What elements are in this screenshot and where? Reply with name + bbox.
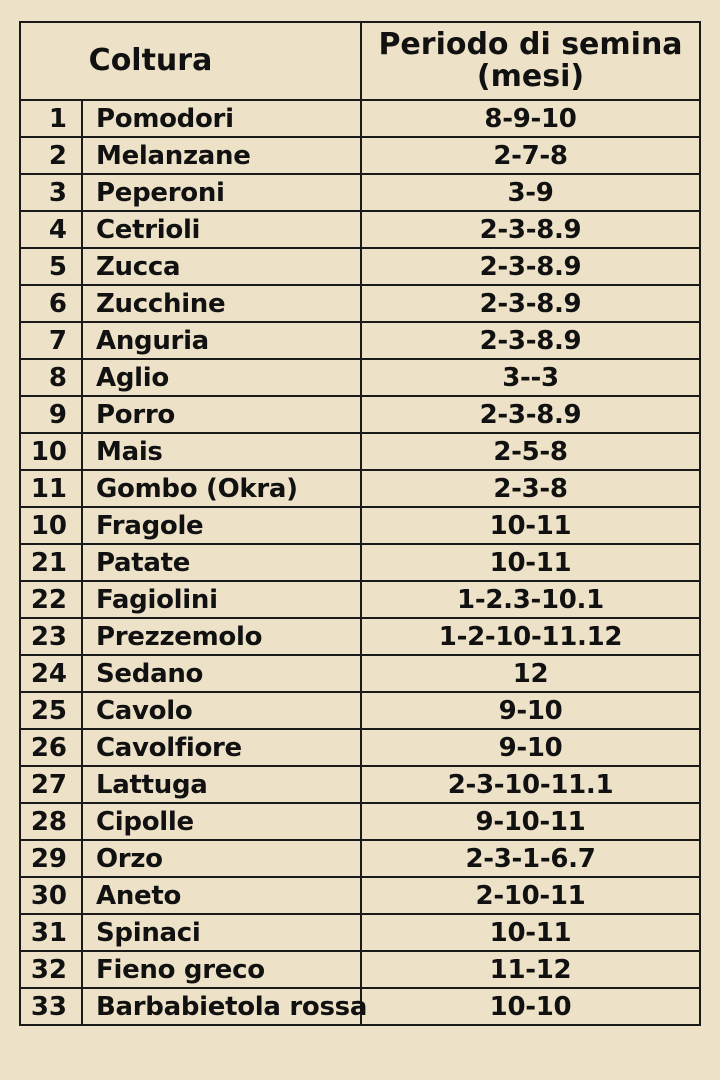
crop-name: Pomodori — [82, 100, 361, 137]
table-row — [20, 507, 700, 544]
table-row — [20, 581, 700, 618]
row-number: 7 — [20, 322, 82, 359]
crop-name: Peperoni — [82, 174, 361, 211]
table-row — [20, 433, 700, 470]
sowing-table — [19, 21, 701, 1026]
sowing-period: 2-3-8 — [361, 470, 700, 507]
table-row — [20, 544, 700, 581]
table-row — [20, 840, 700, 877]
table-row — [20, 988, 700, 1025]
sowing-period: 8-9-10 — [361, 100, 700, 137]
row-number: 8 — [20, 359, 82, 396]
row-number: 21 — [20, 544, 82, 581]
crop-name: Cavolo — [82, 692, 361, 729]
sowing-period: 9-10 — [361, 729, 700, 766]
row-number: 5 — [20, 248, 82, 285]
sowing-period: 2-3-8.9 — [361, 322, 700, 359]
crop-name: Patate — [82, 544, 361, 581]
row-number: 27 — [20, 766, 82, 803]
header-period-line1: Periodo di semina — [378, 27, 683, 62]
crop-name: Cipolle — [82, 803, 361, 840]
table-row — [20, 211, 700, 248]
crop-name: Zucca — [82, 248, 361, 285]
sowing-period: 12 — [361, 655, 700, 692]
table-row — [20, 322, 700, 359]
table-row — [20, 359, 700, 396]
row-number: 6 — [20, 285, 82, 322]
table-row — [20, 655, 700, 692]
row-number: 22 — [20, 581, 82, 618]
table-row — [20, 803, 700, 840]
table-row — [20, 951, 700, 988]
sowing-period: 2-10-11 — [361, 877, 700, 914]
crop-name: Fragole — [82, 507, 361, 544]
crop-name: Gombo (Okra) — [82, 470, 361, 507]
sowing-period: 10-10 — [361, 988, 700, 1025]
sowing-period: 2-3-8.9 — [361, 211, 700, 248]
crop-name: Fieno greco — [82, 951, 361, 988]
row-number: 10 — [20, 433, 82, 470]
row-number: 28 — [20, 803, 82, 840]
row-number: 31 — [20, 914, 82, 951]
row-number: 4 — [20, 211, 82, 248]
crop-name: Spinaci — [82, 914, 361, 951]
crop-name: Lattuga — [82, 766, 361, 803]
row-number: 33 — [20, 988, 82, 1025]
crop-name: Porro — [82, 396, 361, 433]
sowing-period: 3-9 — [361, 174, 700, 211]
table-row — [20, 137, 700, 174]
crop-name: Fagiolini — [82, 581, 361, 618]
table-row — [20, 766, 700, 803]
table-row — [20, 100, 700, 137]
header-period-line2: (mesi) — [476, 59, 585, 94]
sowing-period: 2-3-8.9 — [361, 285, 700, 322]
crop-name: Barbabietola rossa — [82, 988, 361, 1025]
sowing-period: 2-3-8.9 — [361, 248, 700, 285]
table-row — [20, 692, 700, 729]
sowing-period: 2-3-10-11.1 — [361, 766, 700, 803]
table-row — [20, 729, 700, 766]
crop-name: Anguria — [82, 322, 361, 359]
sowing-period: 11-12 — [361, 951, 700, 988]
sowing-period: 1-2.3-10.1 — [361, 581, 700, 618]
crop-name: Aneto — [82, 877, 361, 914]
sowing-period: 2-7-8 — [361, 137, 700, 174]
sowing-period: 10-11 — [361, 507, 700, 544]
row-number: 11 — [20, 470, 82, 507]
crop-name: Melanzane — [82, 137, 361, 174]
table-row — [20, 174, 700, 211]
sowing-period: 10-11 — [361, 914, 700, 951]
sowing-table-container — [19, 21, 699, 1026]
row-number: 23 — [20, 618, 82, 655]
row-number: 3 — [20, 174, 82, 211]
crop-name: Sedano — [82, 655, 361, 692]
header-crop: Coltura — [20, 22, 361, 100]
row-number: 9 — [20, 396, 82, 433]
row-number: 10 — [20, 507, 82, 544]
row-number: 25 — [20, 692, 82, 729]
sowing-period: 1-2-10-11.12 — [361, 618, 700, 655]
table-row — [20, 914, 700, 951]
sowing-period: 2-3-1-6.7 — [361, 840, 700, 877]
sowing-period: 9-10 — [361, 692, 700, 729]
table-header-row — [20, 22, 700, 100]
crop-name: Aglio — [82, 359, 361, 396]
table-row — [20, 877, 700, 914]
table-row — [20, 618, 700, 655]
crop-name: Cetrioli — [82, 211, 361, 248]
crop-name: Zucchine — [82, 285, 361, 322]
sowing-period: 2-5-8 — [361, 433, 700, 470]
row-number: 30 — [20, 877, 82, 914]
row-number: 29 — [20, 840, 82, 877]
sowing-period: 9-10-11 — [361, 803, 700, 840]
table-row — [20, 396, 700, 433]
crop-name: Prezzemolo — [82, 618, 361, 655]
table-row — [20, 248, 700, 285]
crop-name: Orzo — [82, 840, 361, 877]
row-number: 32 — [20, 951, 82, 988]
sowing-period: 10-11 — [361, 544, 700, 581]
table-row — [20, 285, 700, 322]
row-number: 24 — [20, 655, 82, 692]
table-row — [20, 470, 700, 507]
header-sowing-period — [361, 22, 700, 100]
row-number: 26 — [20, 729, 82, 766]
table-body — [20, 100, 700, 1025]
row-number: 1 — [20, 100, 82, 137]
sowing-period: 3--3 — [361, 359, 700, 396]
sowing-period: 2-3-8.9 — [361, 396, 700, 433]
row-number: 2 — [20, 137, 82, 174]
crop-name: Mais — [82, 433, 361, 470]
crop-name: Cavolfiore — [82, 729, 361, 766]
